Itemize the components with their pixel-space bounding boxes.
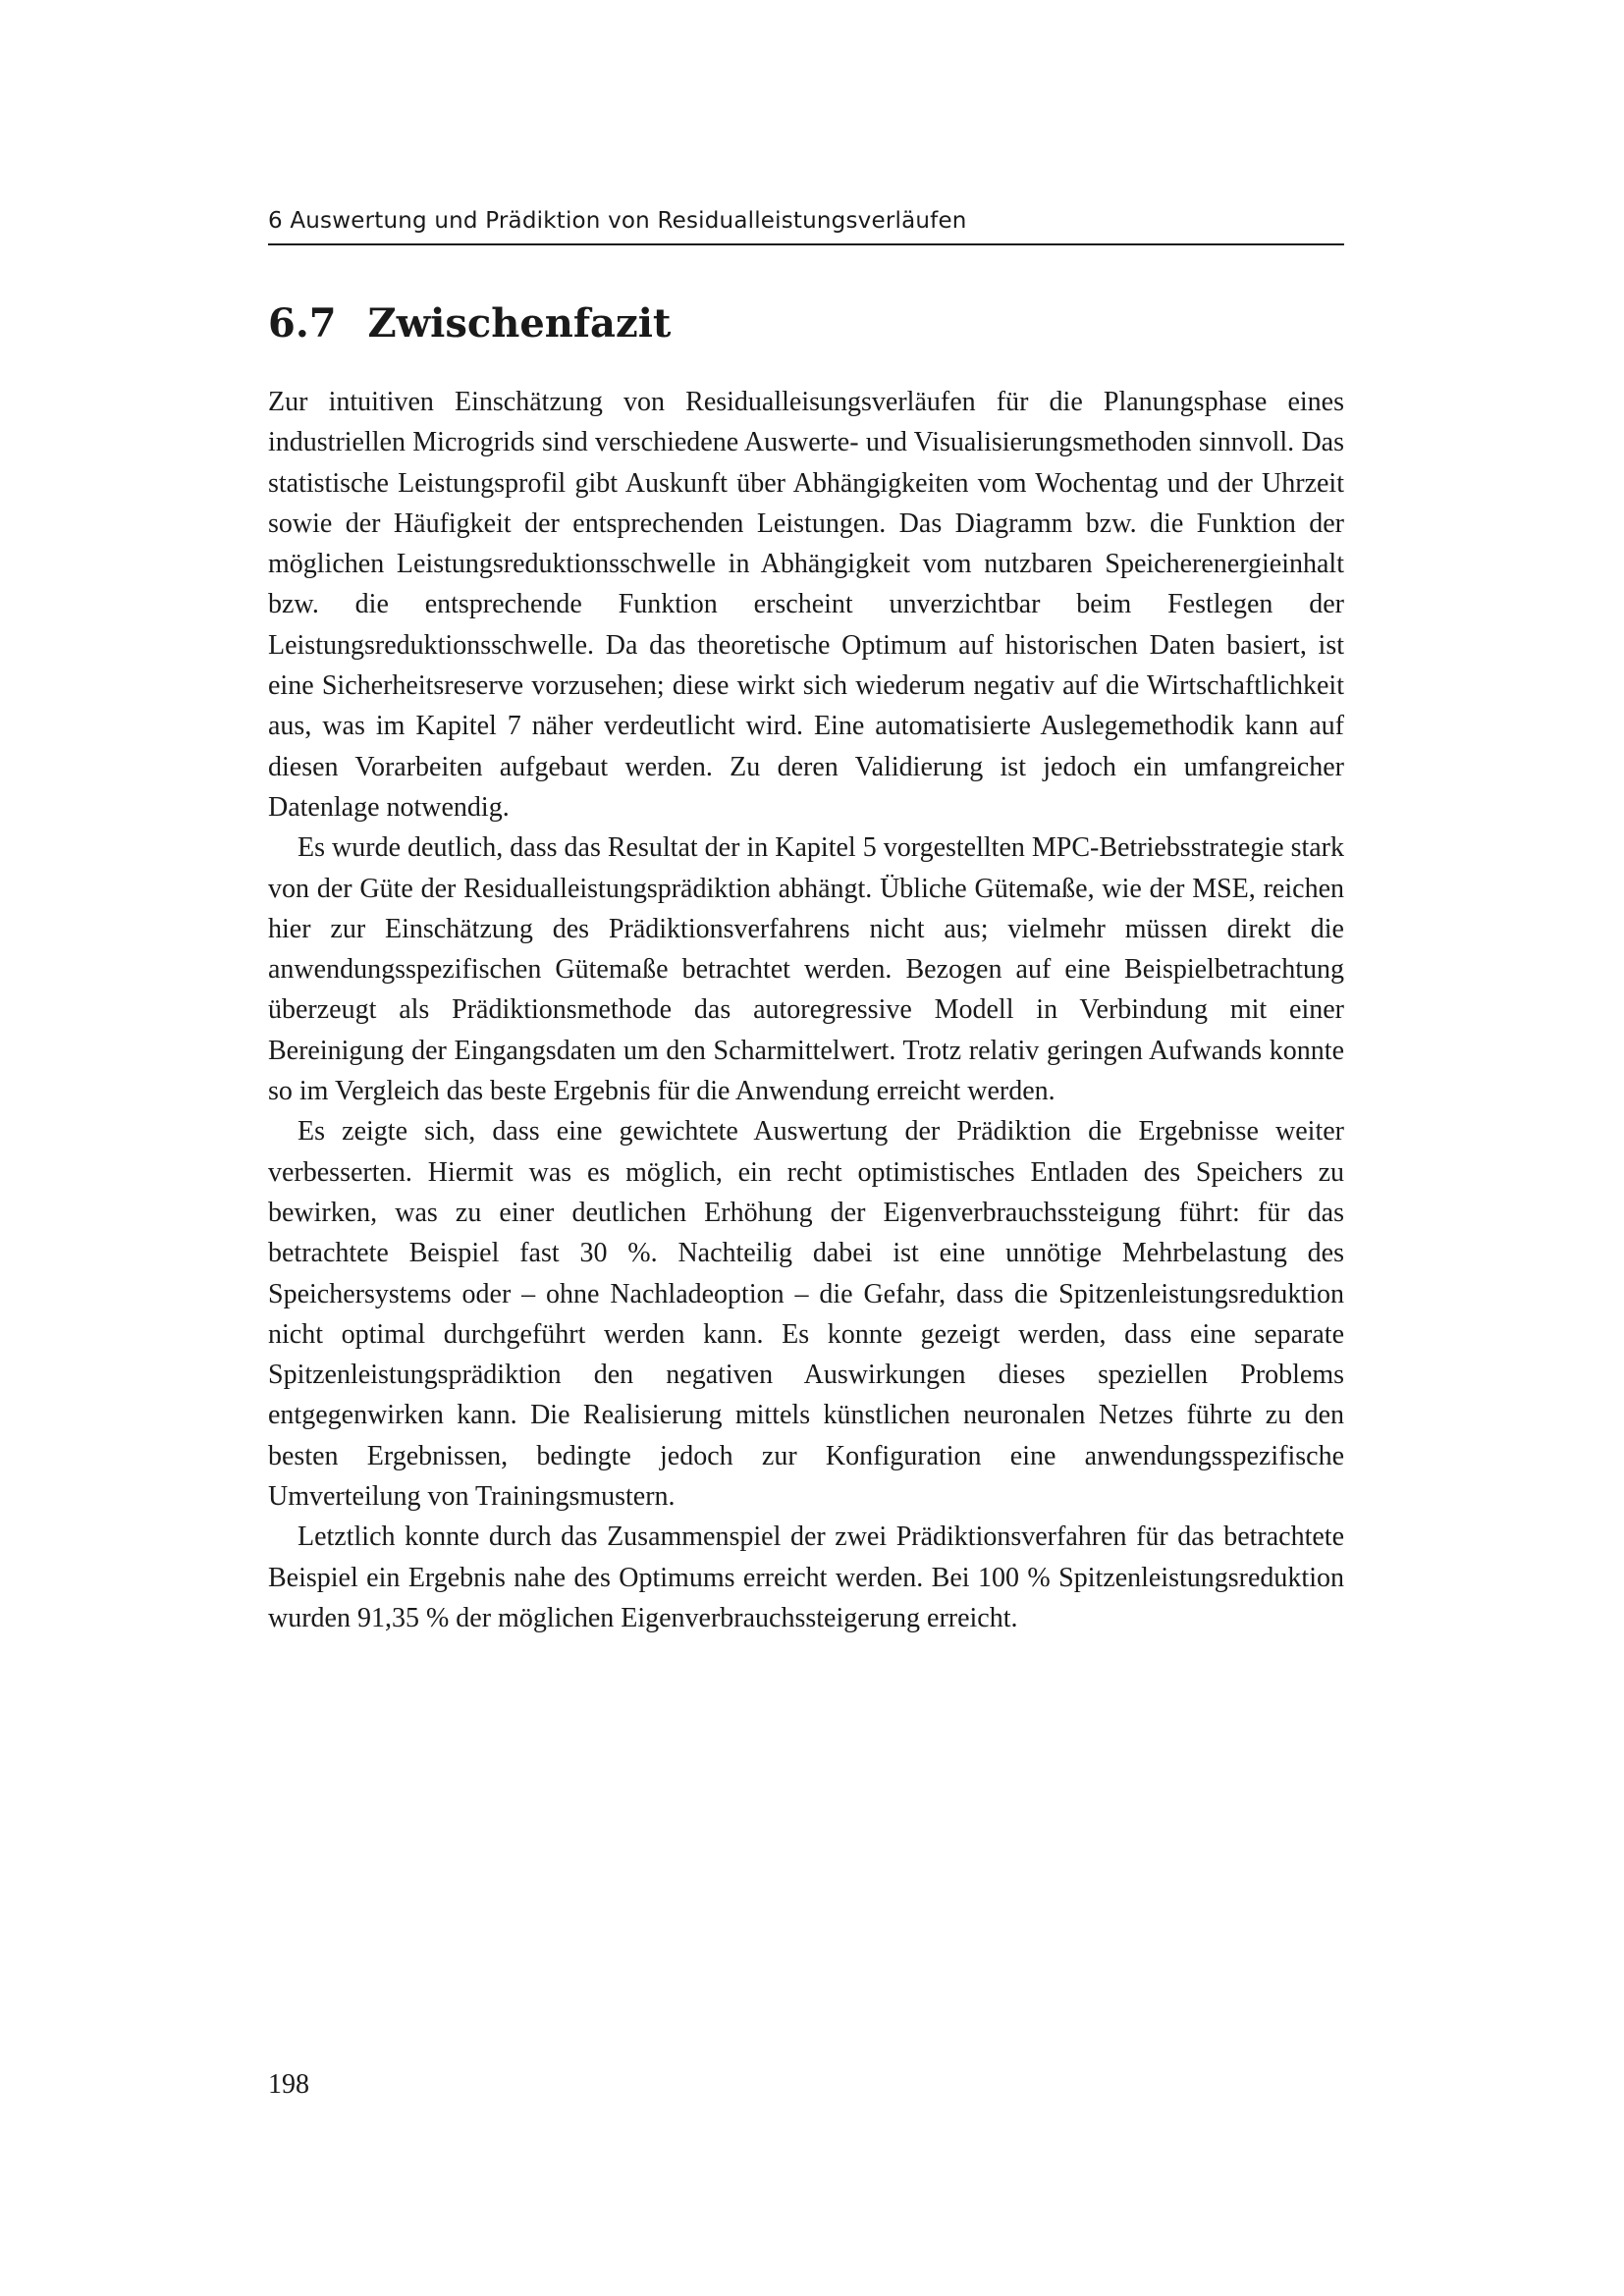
paragraph-3: Es zeigte sich, dass eine gewichtete Auswertung der Prädiktion die Ergebnisse weiter verbesserten. Hiermit was es möglich, ein recht optimistisches Entladen des Speichers zu bewirken, was zu einer deutlichen Erhöhung der Eigenverbrauchssteigung führt: für das betrachtete Beispiel fast 30 %. Nachteilig dabei ist eine unnötige Mehrbelastung des Speichersystems oder – ohne Nachladeoption – die Gefahr, dass die Spitzenleistungsreduktion nicht optimal durchgeführt werden kann. Es konnte gezeigt werden, dass eine separate Spitzenleistungsprädiktion den negativen Auswirkungen dieses speziellen Problems entgegenwirken kann. Die Realisierung mittels künstlichen neuronalen Netzes führte zu den besten Ergebnissen, bedingte jedoch zur Konfiguration eine anwendungsspezifische Umverteilung von Trainingsmustern. <box>268 1116 1344 1513</box>
section-heading <box>268 294 1344 353</box>
page-number: 198 <box>268 2069 309 2100</box>
section-title: Zwischenfazit <box>367 300 672 347</box>
paragraph-1: Zur intuitiven Einschätzung von Residualleisungsverläufen für die Planungsphase eines industriellen Microgrids sind verschiedene Auswerte- und Visualisierungsmethoden sinnvoll. Das statistische Leistungsprofil gibt Auskunft über Abhängigkeiten vom Wochentag und der Uhrzeit sowie der Häufigkeit der entsprechenden Leistungen. Das Diagramm bzw. die Funktion der möglichen Leistungsreduktionsschwelle in Abhängigkeit vom nutzbaren Speicherenergieinhalt bzw. die entsprechende Funktion erscheint unverzichtbar beim Festlegen der Leistungsreduktionsschwelle. Da das theoretische Optimum auf historischen Daten basiert, ist eine Sicherheitsreserve vorzusehen; diese wirkt sich wiederum negativ auf die Wirtschaftlichkeit aus, was im Kapitel 7 näher verdeutlicht wird. Eine automatisierte Auslegemethodik kann auf diesen Vorarbeiten aufgebaut werden. Zu deren Validierung ist jedoch ein umfangreicher Datenlage notwendig. <box>268 387 1344 823</box>
body-text <box>268 382 1344 1638</box>
running-header: 6 Auswertung und Prädiktion von Residualleistungsverläufen <box>268 206 1344 245</box>
paragraph-2: Es wurde deutlich, dass das Resultat der in Kapitel 5 vorgestellten MPC-Betriebsstrategie stark von der Güte der Residualleistungsprädiktion abhängt. Übliche Gütemaße, wie der MSE, reichen hier zur Einschätzung des Prädiktionsverfahrens nicht aus; vielmehr müssen direkt die anwendungsspezifischen Gütemaße betrachtet werden. Bezogen auf eine Beispielbetrachtung überzeugt als Prädiktionsmethode das autoregressive Modell in Verbindung mit einer Bereinigung der Eingangsdaten um den Scharmittelwert. Trotz relativ geringen Aufwands konnte so im Vergleich das beste Ergebnis für die Anwendung erreicht werden. <box>268 832 1344 1107</box>
section-number: 6.7 <box>268 300 337 347</box>
paragraph-4: Letztlich konnte durch das Zusammenspiel der zwei Prädiktionsverfahren für das betrachtete Beispiel ein Ergebnis nahe des Optimums erreicht werden. Bei 100 % Spitzenleistungsreduktion wurden 91,35 % der möglichen Eigenverbrauchssteigerung erreicht. <box>268 1522 1344 1633</box>
